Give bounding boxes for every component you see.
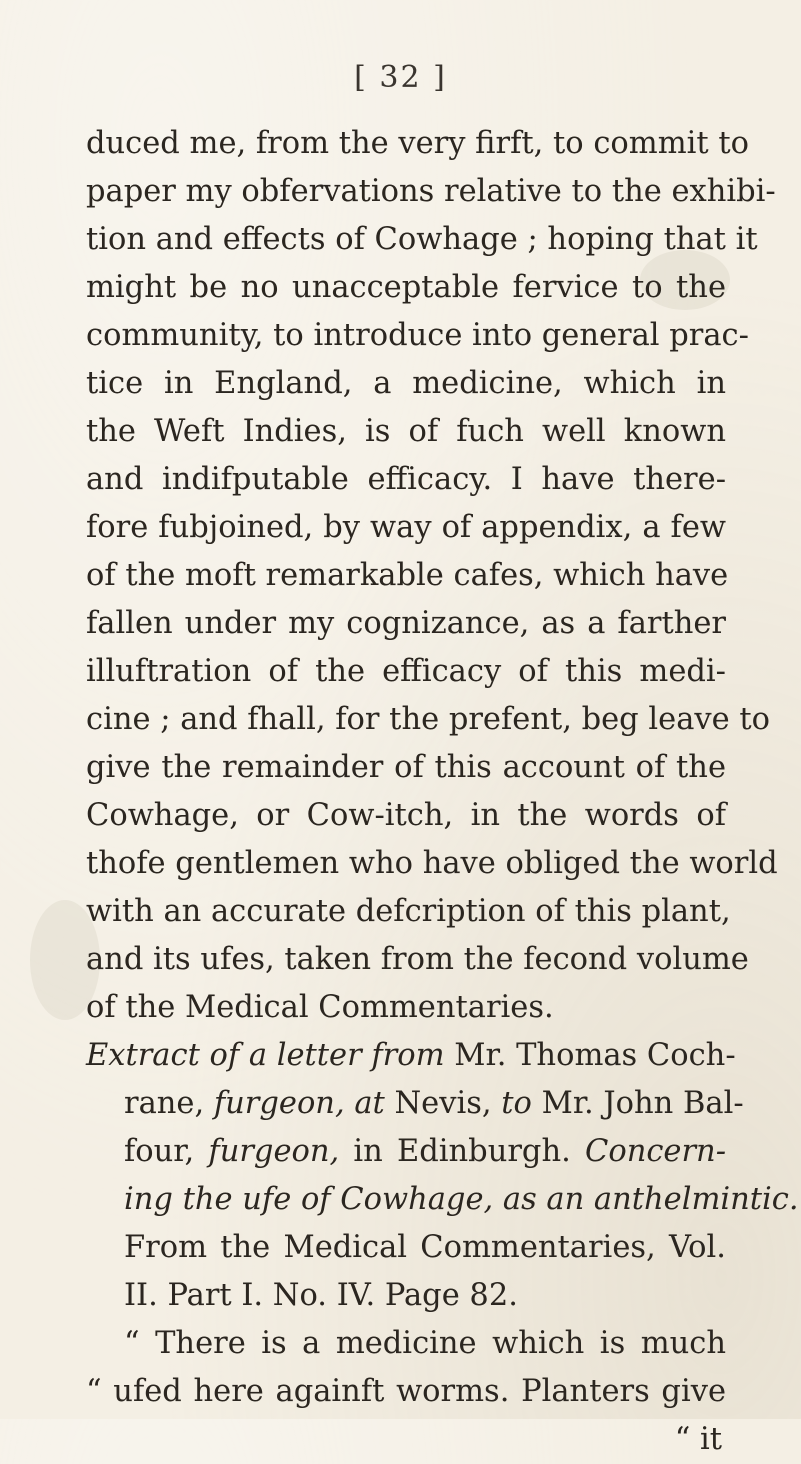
text-line: give the remainder of this account of the (86, 750, 726, 785)
text-line: illuftration of the efficacy of this medi- (86, 654, 726, 689)
italic-text: to (501, 1086, 532, 1121)
text-line: might be no unacceptable fervice to the (86, 270, 726, 305)
text-line: paper my obfervations relative to the exhibi- (86, 174, 776, 209)
text-line: and its ufes, taken from the fecond volume (86, 942, 749, 977)
extract-line (86, 1320, 726, 1368)
body-text (86, 120, 799, 1464)
extract-line (86, 1272, 726, 1320)
text-line: duced me, from the very firft, to commit to (86, 126, 749, 161)
italic-text: furgeon, at (213, 1086, 385, 1121)
extract-line (86, 1416, 726, 1464)
text-line: tion and effects of Cowhage ; hoping that it (86, 222, 758, 257)
roman-text: From the Medical Commentaries, Vol. (124, 1230, 726, 1265)
italic-text: Extract of a letter from (86, 1038, 445, 1073)
text-line: community, to introduce into general prac- (86, 318, 749, 353)
extract-line (86, 1128, 726, 1176)
text-line: of the Medical Commentaries. (86, 990, 554, 1025)
roman-text: rane, (124, 1086, 214, 1121)
roman-text: Nevis, (384, 1086, 502, 1121)
text-line: fore fubjoined, by way of appendix, a few (86, 510, 726, 545)
text-line: cine ; and fhall, for the prefent, beg leave to (86, 702, 770, 737)
roman-text: four, (124, 1134, 209, 1169)
italic-text: furgeon, (208, 1134, 340, 1169)
extract-line (86, 1176, 799, 1224)
roman-text: “ There is a medicine which is much (124, 1326, 726, 1361)
roman-text: “ it (674, 1422, 722, 1457)
extract-line (86, 1032, 736, 1080)
italic-text: ing the ufe of Cowhage, as an anthelmintic. (124, 1182, 799, 1217)
text-line: of the moft remarkable cafes, which have (86, 558, 729, 593)
roman-text: “ ufed here againft worms. Planters give (86, 1374, 726, 1409)
extract-line (86, 1080, 744, 1128)
text-line: fallen under my cognizance, as a farther (86, 606, 726, 641)
page-number: [ 32 ] (354, 60, 447, 95)
text-line: thofe gentlemen who have obliged the world (86, 846, 778, 881)
extract-line (86, 1368, 726, 1416)
roman-text: in Edinburgh. (339, 1134, 585, 1169)
roman-text: Mr. John Bal- (531, 1086, 744, 1121)
italic-text: Concern- (585, 1134, 727, 1169)
text-line: tice in England, a medicine, which in (86, 366, 726, 401)
extract-line (86, 1224, 726, 1272)
roman-text: Mr. Thomas Coch- (444, 1038, 736, 1073)
roman-text: II. Part I. No. IV. Page 82. (124, 1278, 518, 1313)
text-line: Cowhage, or Cow-itch, in the words of (86, 798, 726, 833)
text-line: the Weft Indies, is of fuch well known (86, 414, 726, 449)
text-line: and indifputable efficacy. I have there- (86, 462, 726, 497)
text-line: with an accurate defcription of this plant, (86, 894, 731, 929)
